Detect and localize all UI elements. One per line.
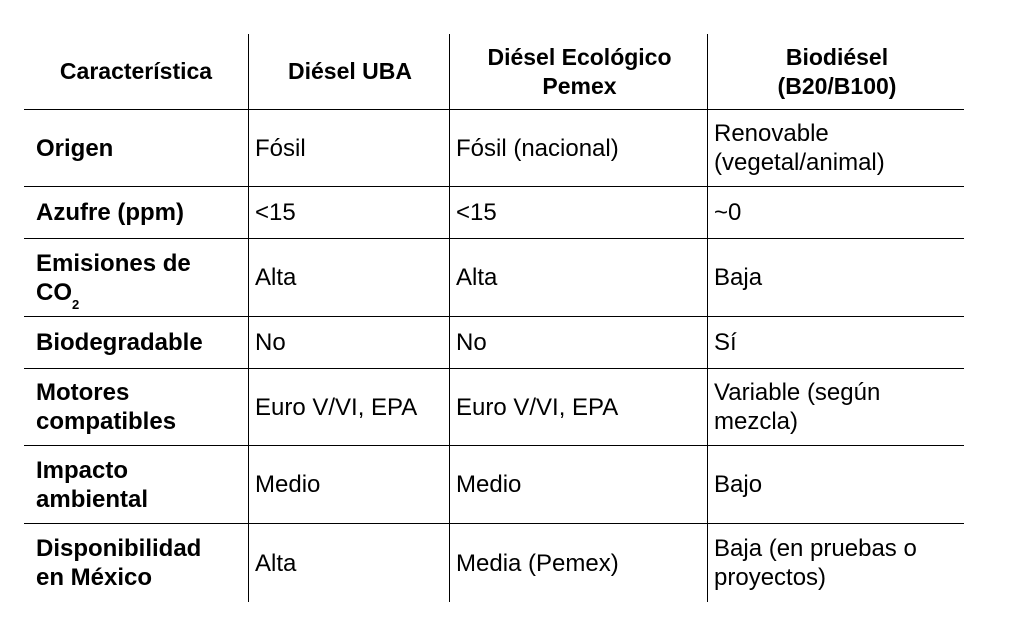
cell-biodiesel: Sí [707,317,964,368]
table-row-emisiones [24,239,964,317]
row-label: Motores compatibles [36,379,177,435]
table-row-origen [24,110,964,187]
header-diesel-uba: Diésel UBA [248,34,449,109]
cell-diesel-ecologico: Fósil (nacional) [449,110,707,186]
table-row-biodegradable [24,317,964,369]
header-biodiesel: Biodiésel (B20/B100) [707,34,964,109]
cell-biodiesel: Renovable (vegetal/animal) [707,110,964,186]
row-label [24,239,248,316]
row-label-text: Emisiones de CO [36,249,191,306]
cell-diesel-ecologico: Alta [449,239,707,316]
table-row-disponibilidad [24,524,964,602]
row-label: Origen [36,134,114,162]
cell-biodiesel: Baja (en pruebas o proyectos) [707,524,964,602]
cell-diesel-uba: Medio [248,446,449,523]
cell-biodiesel: Bajo [707,446,964,523]
cell-diesel-uba: Euro V/VI, EPA [248,369,449,445]
row-label: Azufre (ppm) [36,199,184,226]
cell-diesel-uba: Fósil [248,110,449,186]
row-label: Biodegradable [36,329,203,356]
cell-diesel-uba: Alta [248,239,449,316]
comparison-table [24,34,964,602]
table-row-azufre [24,187,964,239]
header-diesel-ecologico-pemex: Diésel Ecológico Pemex [449,34,707,109]
cell-diesel-ecologico: Euro V/VI, EPA [449,369,707,445]
cell-diesel-ecologico: No [449,317,707,368]
cell-diesel-ecologico: <15 [449,187,707,238]
cell-diesel-uba: No [248,317,449,368]
table-row-impacto [24,446,964,524]
cell-diesel-ecologico: Media (Pemex) [449,524,707,602]
row-label: Disponibilidad en México [36,535,202,591]
cell-diesel-uba: Alta [248,524,449,602]
cell-biodiesel: Variable (según mezcla) [707,369,964,445]
row-label: Impacto ambiental [36,456,149,513]
cell-diesel-ecologico: Medio [449,446,707,523]
row-label-subscript: 2 [72,297,80,313]
cell-biodiesel: ~0 [707,187,964,238]
table-header-row [24,34,964,110]
cell-biodiesel: Baja [707,239,964,316]
header-caracteristica: Característica [59,58,213,84]
cell-diesel-uba: <15 [248,187,449,238]
table-row-motores [24,369,964,446]
